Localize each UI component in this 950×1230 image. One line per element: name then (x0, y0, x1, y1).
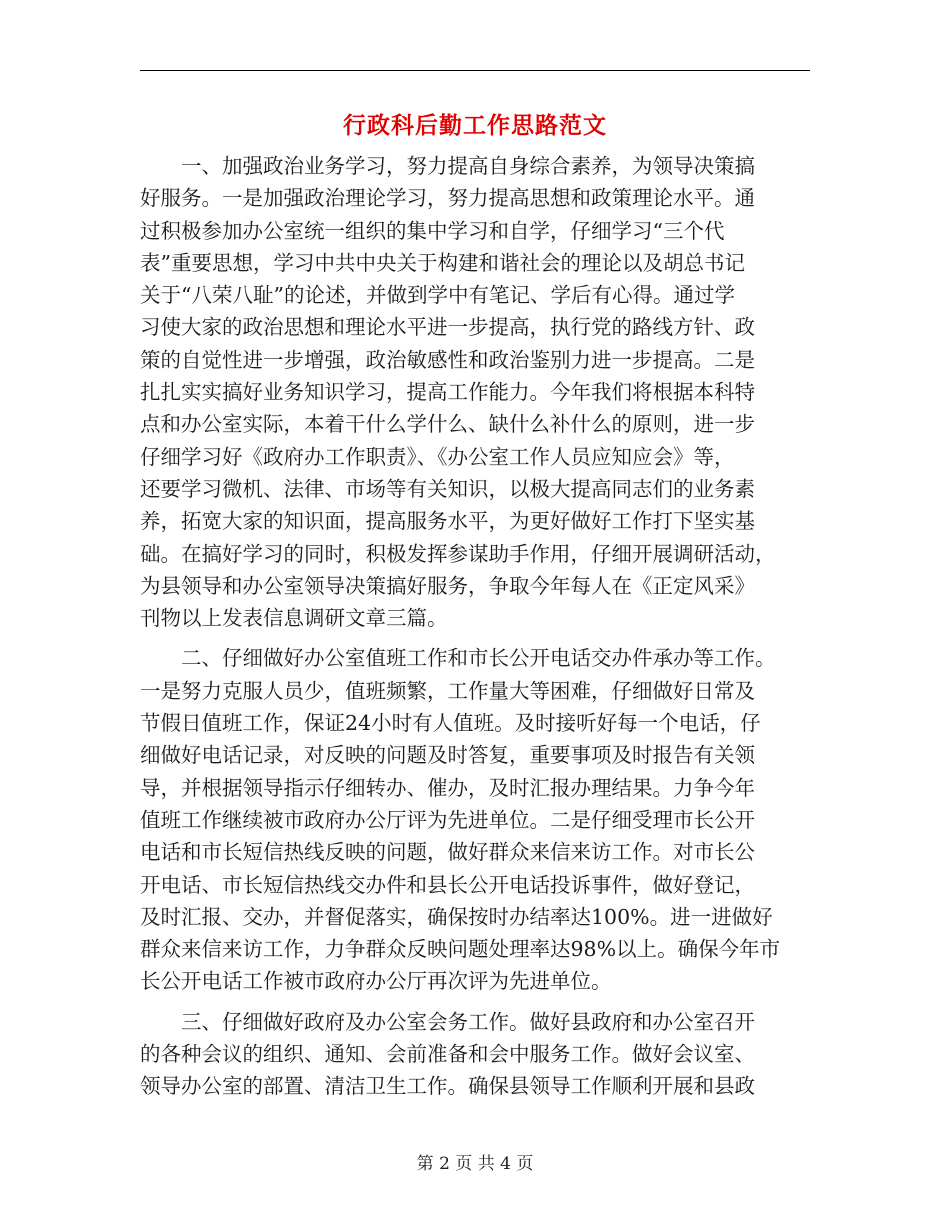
text-line: 开电话、市长短信热线交办件和县长公开电话投诉事件，做好登记， (140, 872, 755, 897)
text-line: 习使大家的政治思想和理论水平进一步提高，执行党的路线方针、政 (140, 315, 755, 340)
page-number-footer: 第 2 页 共 4 页 (416, 1154, 534, 1174)
text-line: 二、仔细做好办公室值班工作和市长公开电话交办件承办等工作。 (140, 646, 776, 671)
text-line: 细做好电话记录，对反映的问题及时答复，重要事项及时报告有关领 (140, 743, 755, 768)
document-title: 行政科后勤工作思路范文 (343, 112, 607, 139)
text-line: 群众来信来访工作，力争群众反映问题处理率达98%以上。确保今年市 (140, 937, 781, 962)
text-line: 为县领导和办公室领导决策搞好服务，争取今年每人在《正定风采》 (140, 573, 755, 598)
paragraph-2 (140, 642, 810, 997)
text-line: 长公开电话工作被市政府办公厅再次评为先进单位。 (140, 969, 612, 994)
text-line: 一、加强政治业务学习，努力提高自身综合素养，为领导决策搞 (140, 154, 755, 178)
paragraph-1 (140, 150, 810, 634)
text-line: 仔细学习好《政府办工作职责》、《办公室工作人员应知应会》等， (140, 444, 735, 469)
text-line: 点和办公室实际，本着干什么学什么、缺什么补什么的原则，进一步 (140, 412, 755, 437)
header-rule (140, 70, 810, 71)
text-line: 础。在搞好学习的同时，积极发挥参谋助手作用，仔细开展调研活动， (140, 541, 776, 566)
paragraph-spacer (140, 634, 810, 642)
text-line: 电话和市长短信热线反映的问题，做好群众来信来访工作。对市长公 (140, 840, 755, 865)
text-line: 好服务。一是加强政治理论学习，努力提高思想和政策理论水平。通 (140, 186, 755, 211)
text-line: 导，并根据领导指示仔细转办、催办，及时汇报办理结果。力争今年 (140, 775, 755, 800)
text-line: 值班工作继续被市政府办公厅评为先进单位。二是仔细受理市长公开 (140, 807, 755, 832)
text-line: 过积极参加办公室统一组织的集中学习和自学，仔细学习“三个代 (140, 218, 725, 243)
text-line: 的各种会议的组织、通知、会前准备和会中服务工作。做好会议室、 (140, 1042, 755, 1067)
document-body (140, 150, 810, 1103)
text-line: 节假日值班工作，保证24小时有人值班。及时接听好每一个电话，仔 (140, 711, 761, 736)
text-line: 关于“八荣八耻”的论述，并做到学中有笔记、学后有心得。通过学 (140, 283, 735, 308)
text-line: 刊物以上发表信息调研文章三篇。 (140, 606, 448, 631)
text-line: 策的自觉性进一步增强，政治敏感性和政治鉴别力进一步提高。二是 (140, 347, 755, 372)
text-line: 扎扎实实搞好业务知识学习，提高工作能力。今年我们将根据本科特 (140, 380, 755, 405)
paragraph-3 (140, 1006, 810, 1103)
text-line: 领导办公室的部置、清洁卫生工作。确保县领导工作顺利开展和县政 (140, 1074, 755, 1099)
text-line: 及时汇报、交办，并督促落实，确保按时办结率达100%。进一进做好 (140, 904, 773, 929)
text-line: 表”重要思想，学习中共中央关于构建和谐社会的理论以及胡总书记 (140, 250, 745, 275)
text-line: 三、仔细做好政府及办公室会务工作。做好县政府和办公室召开 (140, 1009, 755, 1034)
text-line: 养，拓宽大家的知识面，提高服务水平，为更好做好工作打下坚实基 (140, 509, 755, 534)
paragraph-spacer (140, 998, 810, 1006)
text-line: 一是努力克服人员少，值班频繁，工作量大等困难，仔细做好日常及 (140, 678, 755, 703)
text-line: 还要学习微机、法律、市场等有关知识，以极大提高同志们的业务素 (140, 476, 755, 501)
